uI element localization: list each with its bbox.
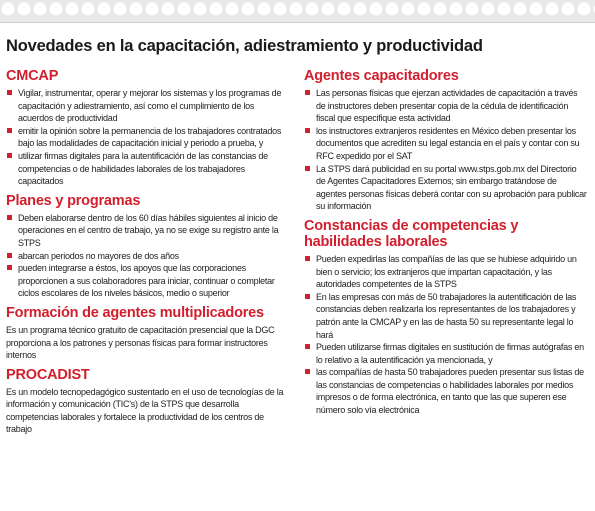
decorative-circle — [402, 3, 415, 16]
section-paragraph: Es un programa técnico gratuito de capacitación presencial que la DGC proporciona a los patrones y personas físicas para formar instructores internos — [6, 324, 275, 361]
section-title: CMCAP — [6, 68, 59, 84]
decorative-circle — [418, 3, 431, 16]
red-square-bullet-icon — [305, 166, 310, 171]
decorative-circle — [114, 3, 127, 16]
section-cmcap — [6, 68, 290, 188]
bullet-text: Vigilar, instrumentar, operar y mejorar los sistemas y los programas de capacitación y adiestramiento, así como el cumplimiento de los acuerdos de productividad — [18, 88, 282, 124]
bullet-item — [6, 125, 290, 150]
bullet-item — [304, 87, 588, 125]
decorative-circle — [530, 3, 543, 16]
bullet-item — [6, 250, 290, 263]
section-agentes-capacitadores — [304, 68, 588, 213]
bullet-text: pueden integrarse a éstos, los apoyos que las corporaciones proporcionen a sus colaboradores para iniciar, continuar o completar ciclos escolares de los niveles básicos, medio o superior — [18, 263, 275, 299]
bullet-text: Deben elaborarse dentro de los 60 días hábiles siguientes al inicio de operaciones en el centro de trabajo, ya no se exige su registro ante la STPS — [18, 212, 279, 248]
decorative-circle — [18, 3, 31, 16]
bullet-text: Las personas físicas que ejerzan actividades de capacitación a través de instructores deben presentar copia de la cédula de identificación fiscal que especifique esta actividad — [316, 88, 578, 124]
decorative-circle — [2, 3, 15, 16]
left-column — [6, 68, 290, 441]
bullet-text: las compañías de hasta 50 trabajadores pueden presentar sus listas de las constancias de competencias o habilidades laborales por medios impresos o de forma electrónica, en tanto que las que superen ese número solo vía electrónica — [316, 367, 584, 416]
bullet-item — [304, 366, 588, 416]
decorative-circle — [450, 3, 463, 16]
bullet-item — [304, 163, 588, 213]
decorative-circle — [82, 3, 95, 16]
bullet-item — [304, 253, 588, 291]
red-square-bullet-icon — [7, 253, 12, 258]
decorative-circle — [514, 3, 527, 16]
bullet-text: los instructores extranjeros residentes en México deben presentar los documentos que acrediten su legal estancia en el país y contar con su RFC expedido por el SAT — [316, 125, 580, 161]
decorative-circle — [178, 3, 191, 16]
decorative-circle — [274, 3, 287, 16]
section-title: PROCADIST — [6, 366, 90, 383]
section-planes-y-programas — [6, 193, 290, 300]
red-square-bullet-icon — [305, 344, 310, 349]
bullet-item — [304, 341, 588, 366]
decorative-circle — [338, 3, 351, 16]
decorative-circle — [546, 3, 559, 16]
page-title: Novedades en la capacitación, adiestramiento y productividad — [6, 37, 483, 55]
decorative-circle — [562, 3, 575, 16]
decorative-circle — [578, 3, 591, 16]
decorative-circle — [242, 3, 255, 16]
red-square-bullet-icon — [305, 256, 310, 261]
right-column — [304, 68, 588, 422]
bullet-item — [304, 125, 588, 163]
section-title: Formación de agentes multiplicadores — [6, 304, 264, 321]
decorative-circle — [370, 3, 383, 16]
decorative-circle — [210, 3, 223, 16]
decorative-circle — [290, 3, 303, 16]
bullet-text: La STPS dará publicidad en su portal www.stps.gob.mx del Directorio de Agentes Capacitadores Externos; sin embargo tratándose de agentes personas físicas deberá contar con su aprobación para publicar su información — [316, 163, 587, 212]
bullet-text: Pueden expedirlas las compañías de las que se hubiese adquirido un bien o servicio; los extranjeros que impartan capacitación, y las autoridades competentes de la STPS — [316, 253, 577, 290]
red-square-bullet-icon — [7, 215, 12, 220]
decorative-circle — [98, 3, 111, 16]
bullet-text: En las empresas con más de 50 trabajadores la autentificación de las constancias deben realizarla los representantes de los trabajadores y patrón ante la CMCAP y en las de hasta 50 su representante legal lo hará — [316, 291, 577, 340]
section-formacion-de-agentes-multiplicadores — [6, 305, 290, 362]
red-square-bullet-icon — [7, 90, 12, 95]
decorative-circle — [498, 3, 511, 16]
red-square-bullet-icon — [305, 294, 310, 299]
decorative-circle — [162, 3, 175, 16]
decorative-circle — [434, 3, 447, 16]
decorative-circle — [226, 3, 239, 16]
decorative-circle — [306, 3, 319, 16]
decorative-top-strip — [0, 0, 595, 23]
bullet-item — [6, 150, 290, 188]
bullet-text: abarcan periodos no mayores de dos años — [18, 250, 179, 261]
red-square-bullet-icon — [7, 153, 12, 158]
decorative-circle — [130, 3, 143, 16]
decorative-circle — [50, 3, 63, 16]
section-title: Constancias de competencias y habilidades laborales — [304, 217, 519, 250]
decorative-circle — [66, 3, 79, 16]
section-procadist — [6, 367, 290, 436]
decorative-circles — [0, 0, 595, 22]
bullet-item — [304, 291, 588, 341]
section-paragraph: Es un modelo tecnopedagógico sustentado en el uso de tecnologías de la información y comunicación (TIC's) de la STPS que desarrolla competencias laborales y fortalece la productividad de los centros de trabajo — [6, 386, 284, 435]
red-square-bullet-icon — [7, 128, 12, 133]
decorative-circle — [34, 3, 47, 16]
red-square-bullet-icon — [305, 369, 310, 374]
decorative-circle — [258, 3, 271, 16]
bullet-text: Pueden utilizarse firmas digitales en sustitución de firmas autógrafas en lo relativo a la autentificación ya mencionada, y — [316, 342, 584, 365]
decorative-circle — [482, 3, 495, 16]
red-square-bullet-icon — [305, 128, 310, 133]
bullet-item — [6, 262, 290, 300]
bullet-item — [6, 212, 290, 250]
red-square-bullet-icon — [305, 90, 310, 95]
decorative-circle — [146, 3, 159, 16]
decorative-circle — [354, 3, 367, 16]
decorative-circle — [322, 3, 335, 16]
bullet-text: utilizar firmas digitales para la autentificación de las constancias de competencias o de habilidades laborales de los trabajadores capacitados — [18, 150, 268, 187]
section-constancias-de-competencias-y-habilidades-laborales — [304, 218, 588, 417]
section-title: Planes y programas — [6, 192, 141, 209]
decorative-circle — [386, 3, 399, 16]
decorative-circle — [466, 3, 479, 16]
section-title: Agentes capacitadores — [304, 68, 459, 84]
bullet-item — [6, 87, 290, 125]
red-square-bullet-icon — [7, 265, 12, 270]
bullet-text: emitir la opinión sobre la permanencia de los trabajadores contratados bajo las modalidades de capacitación inicial y periodo a prueba, y — [18, 125, 282, 149]
decorative-circle — [194, 3, 207, 16]
